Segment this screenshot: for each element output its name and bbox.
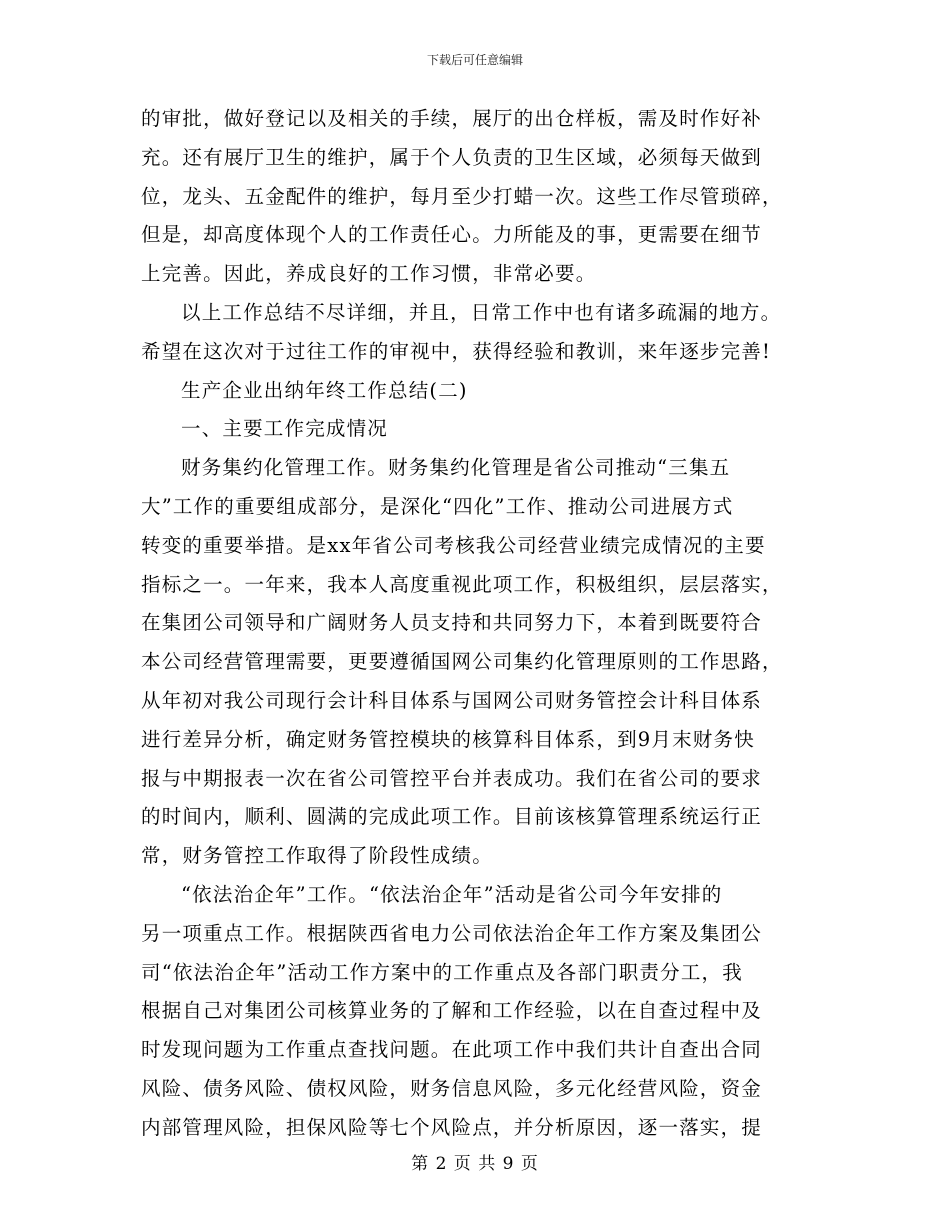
text-line: “依法治企年”工作。“依法治企年”活动是省公司今年安排的 [181,882,723,906]
page-header: 下载后可任意编辑 [426,53,523,67]
text-line: 风险、债务风险、债权风险，财务信息风险，多元化经营风险，资金 [141,1076,763,1100]
paragraph [141,294,821,372]
text-line: 另一项重点工作。根据陕西省电力公司依法治企年工作方案及集团公 [141,921,763,945]
document-body [141,100,821,1148]
text-line: 从年初对我公司现行会计科目体系与国网公司财务管控会计科目体系 [141,688,763,712]
paragraph [141,372,821,411]
text-line: 的时间内，顺利、圆满的完成此项工作。目前该核算管理系统运行正 [141,805,763,829]
text-line: 以上工作总结不尽详细，并且，日常工作中也有诸多疏漏的地方。 [181,300,782,324]
text-line: 司“依法治企年”活动工作方案中的工作重点及各部门职责分工，我 [141,960,743,984]
paragraph [141,410,821,449]
text-line: 生产企业出纳年终工作总结(二) [181,378,468,402]
text-line: 一、主要工作完成情况 [181,417,389,441]
text-line: 进行差异分析，确定财务管控模块的核算科目体系，到9月末财务快 [141,727,755,751]
text-line: 充。还有展厅卫生的维护，属于个人负责的卫生区域，必须每天做到 [141,145,763,169]
text-line: 本公司经营管理需要，更要遵循国网公司集约化管理原则的工作思路， [141,650,783,674]
paragraph [141,100,821,294]
text-line: 上完善。因此，养成良好的工作习惯，非常必要。 [141,262,597,286]
text-line: 内部管理风险，担保风险等七个风险点，并分析原因，逐一落实，提 [141,1115,763,1139]
text-line: 指标之一。一年来，我本人高度重视此项工作，积极组织，层层落实， [141,572,783,596]
text-line: 在集团公司领导和广阔财务人员支持和共同努力下，本着到既要符合 [141,611,763,635]
text-line: 但是，却高度体现个人的工作责任心。力所能及的事，更需要在细节 [141,223,763,247]
paragraph [141,449,821,876]
text-line: 位，龙头、五金配件的维护，每月至少打蜡一次。这些工作尽管琐碎， [141,184,783,208]
paragraph [141,876,821,1148]
text-line: 常，财务管控工作取得了阶段性成绩。 [141,844,493,868]
text-line: 转变的重要举措。是xx年省公司考核我公司经营业绩完成情况的主要 [141,533,766,557]
text-line: 希望在这次对于过往工作的审视中，获得经验和教训，来年逐步完善! [141,339,772,363]
page-number: 第 2 页 共 9 页 [411,1154,539,1174]
text-line: 报与中期报表一次在省公司管控平台并表成功。我们在省公司的要求 [141,766,763,790]
text-line: 的审批，做好登记以及相关的手续，展厅的出仓样板，需及时作好补 [141,107,763,130]
text-line: 根据自己对集团公司核算业务的了解和工作经验，以在自查过程中及 [141,999,763,1023]
text-line: 财务集约化管理工作。财务集约化管理是省公司推动“三集五 [181,456,731,480]
text-line: 大”工作的重要组成部分，是深化“四化”工作、推动公司进展方式 [141,494,734,518]
text-line: 时发现问题为工作重点查找问题。在此项工作中我们共计自查出合同 [141,1038,763,1062]
